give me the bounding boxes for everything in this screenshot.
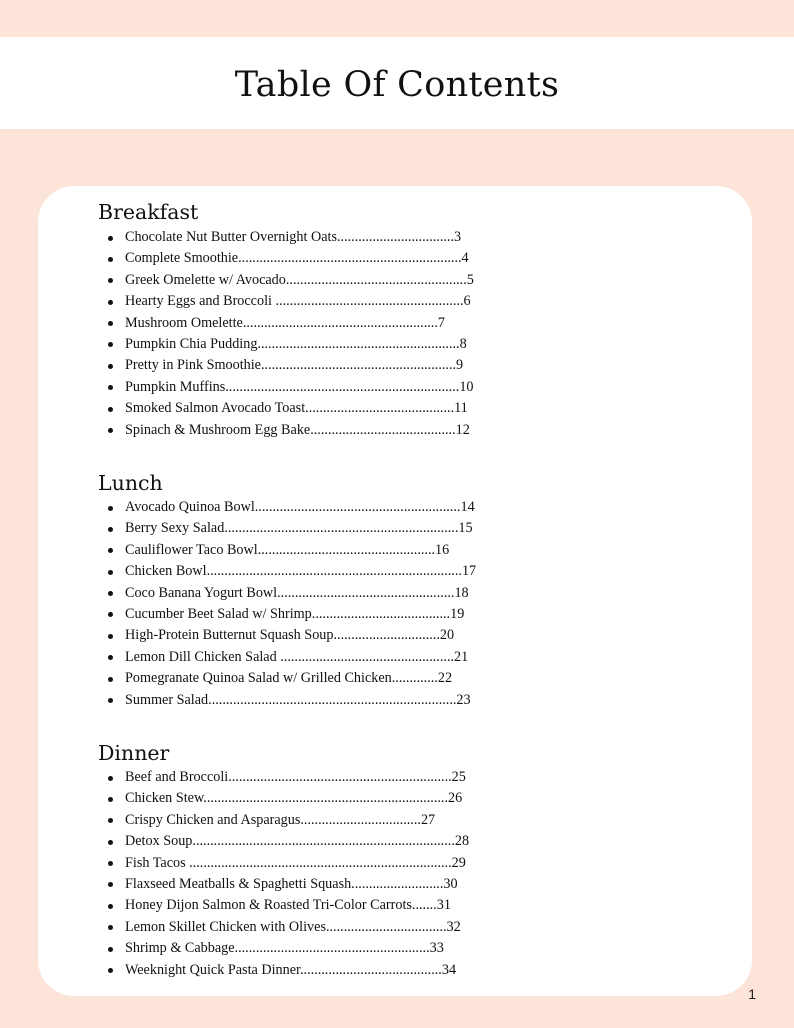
section-heading-breakfast: Breakfast xyxy=(98,200,199,224)
bullet-icon xyxy=(108,364,113,369)
bullet-icon xyxy=(108,407,113,412)
bullet-icon xyxy=(108,428,113,433)
bullet-icon xyxy=(108,634,113,639)
bullet-icon xyxy=(108,506,113,511)
section-heading-lunch: Lunch xyxy=(98,471,163,495)
bullet-icon xyxy=(108,257,113,262)
bullet-icon xyxy=(108,904,113,909)
bullet-icon xyxy=(108,677,113,682)
bullet-icon xyxy=(108,968,113,973)
page-title: Table Of Contents xyxy=(234,65,560,105)
bullet-icon xyxy=(108,698,113,703)
page-number: 1 xyxy=(748,986,756,1002)
bullet-icon xyxy=(108,527,113,532)
bullet-icon xyxy=(108,300,113,305)
bullet-icon xyxy=(108,840,113,845)
bullet-icon xyxy=(108,236,113,241)
section-heading-dinner: Dinner xyxy=(98,741,170,765)
bullet-icon xyxy=(108,570,113,575)
bullet-icon xyxy=(108,947,113,952)
bullet-icon xyxy=(108,776,113,781)
bullet-icon xyxy=(108,797,113,802)
